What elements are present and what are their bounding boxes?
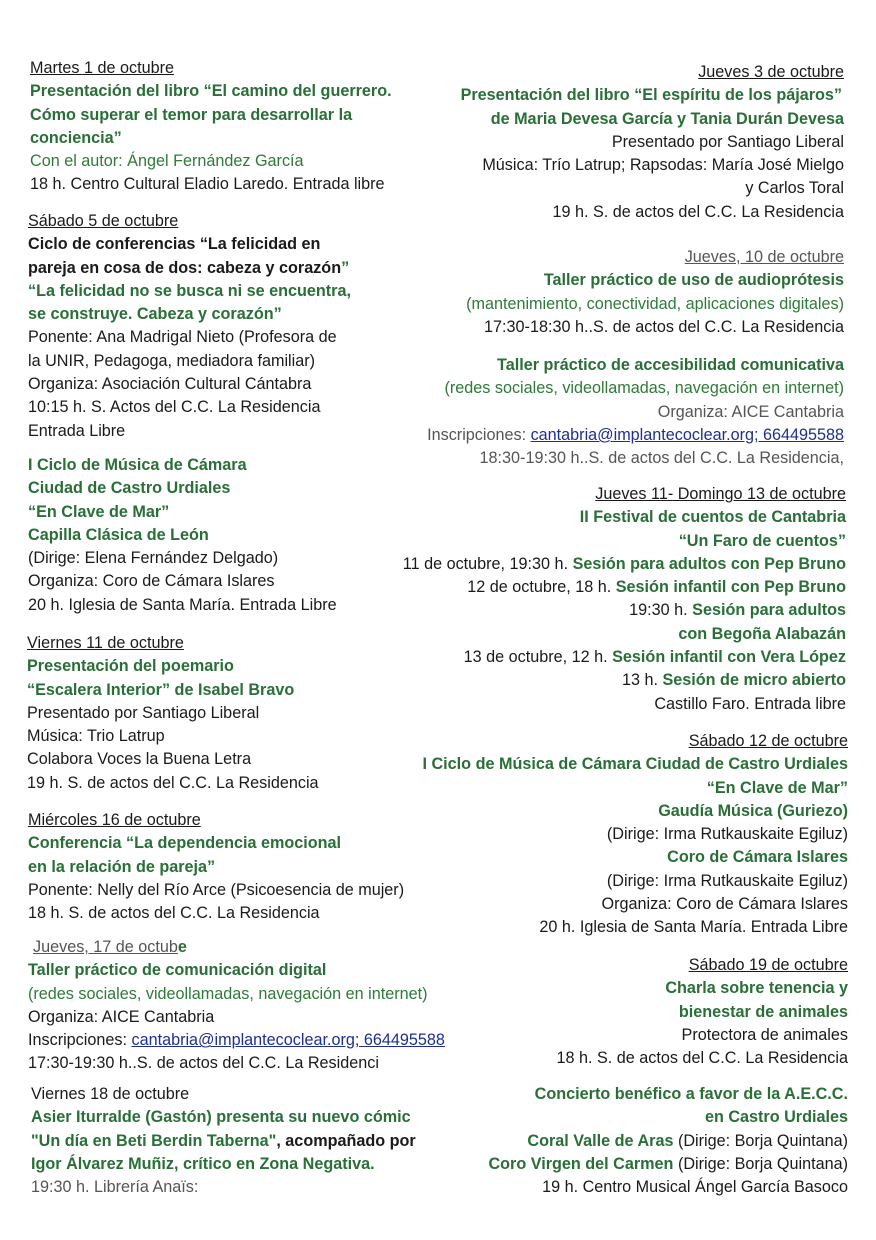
event-date: Jueves 3 de octubre [698, 63, 844, 81]
event-speaker: la UNIR, Pedagoga, mediadora familiar) [28, 351, 316, 370]
event-title: “Un Faro de cuentos” [678, 531, 846, 550]
event-organizer: Protectora de animales [681, 1025, 848, 1044]
event-title: Taller práctico de comunicación digital [28, 961, 327, 980]
event-info: 17:30-18:30 h..S. de actos del C.C. La Residencia [484, 317, 844, 336]
event-jueves-10 [466, 246, 844, 339]
event-info: 19 h. Centro Musical Ángel García Basoco [542, 1178, 848, 1197]
event-martes-1 [30, 57, 392, 197]
event-title: I Ciclo de Música de Cámara Ciudad de Castro Urdiales [422, 755, 848, 774]
session-title: Sesión infantil con Pep Bruno [615, 578, 846, 597]
event-title: en Castro Urdiales [704, 1108, 848, 1127]
event-date: Jueves 11- Domingo 13 de octubre [595, 485, 846, 503]
event-organizer: Organiza: Coro de Cámara Islares [28, 572, 275, 591]
event-subtitle: (redes sociales, videollamadas, navegación en internet) [444, 379, 844, 398]
event-title: Taller práctico de uso de audioprótesis [543, 271, 844, 290]
event-title: Taller práctico de accesibilidad comunicativa [497, 356, 844, 374]
registration-link[interactable]: cantabria@implantecoclear.org; 664495588 [131, 1031, 445, 1050]
event-date: Viernes 11 de octubre [27, 634, 184, 652]
event-sabado-19 [556, 954, 848, 1070]
event-title: , acompañado por [276, 1131, 416, 1150]
session-time: 19:30 h. [629, 601, 693, 620]
event-info: 19:30 h. Librería Anaïs: [31, 1178, 199, 1197]
event-title: Capilla Clásica de León [28, 525, 209, 544]
event-title: “Escalera Interior” de Isabel Bravo [27, 680, 295, 699]
event-info: 19 h. S. de actos del C.C. La Residencia [27, 773, 319, 792]
event-info: Música: Trío Latrup; Rapsodas: María José Mielgo [482, 156, 844, 175]
session-title: Sesión de micro abierto [662, 671, 846, 690]
session-title: Sesión para adultos con Pep Bruno [572, 554, 846, 573]
event-title: Concierto benéfico a favor de la A.E.C.C. [534, 1085, 848, 1103]
event-author: Con el autor: Ángel Fernández García [30, 152, 304, 171]
event-title: Presentación del poemario [27, 657, 234, 676]
event-info: 20 h. Iglesia de Santa María. Entrada Libre [539, 918, 848, 937]
choir-name: Coral Valle de Aras [527, 1131, 674, 1150]
event-title: Presentación del libro “El espíritu de los pájaros” [460, 86, 842, 105]
event-info: Música: Trio Latrup [27, 727, 165, 746]
event-info: (Dirige: Irma Rutkauskaite Egiluz) [606, 825, 848, 844]
event-title: “En Clave de Mar” [706, 778, 848, 797]
event-info: 19 h. S. de actos del C.C. La Residencia [552, 202, 844, 221]
event-title: Gaudía Música (Guriezo) [658, 801, 848, 820]
event-title: II Festival de cuentos de Cantabria [579, 508, 846, 527]
event-title: “En Clave de Mar” [28, 502, 170, 521]
session-time: 13 h. [621, 671, 663, 690]
event-info: 18 h. S. de actos del C.C. La Residencia [556, 1049, 848, 1068]
event-miercoles-16 [28, 809, 404, 925]
event-date: Jueves, 10 de octubre [684, 248, 844, 266]
event-info: Entrada Libre [28, 421, 126, 440]
event-festival-cuentos [403, 483, 846, 716]
registration-label: Inscripciones: [28, 1031, 132, 1050]
event-date: Martes 1 de octubre [30, 59, 174, 77]
session-time: 12 de octubre, 18 h. [467, 578, 616, 597]
event-date: Viernes 18 de octubre [31, 1085, 190, 1103]
event-subtitle: (redes sociales, videollamadas, navegación en internet) [28, 984, 428, 1003]
event-title: Igor Álvarez Muñiz, crítico en Zona Negativa. [31, 1154, 375, 1173]
event-info: (Dirige: Elena Fernández Delgado) [28, 549, 279, 568]
event-date: Jueves, 17 de octub [33, 938, 178, 956]
event-info: Castillo Faro. Entrada libre [654, 694, 846, 713]
event-info: Presentado por Santiago Liberal [611, 132, 844, 151]
event-info: 20 h. Iglesia de Santa María. Entrada Libre [28, 595, 337, 614]
choir-director: (Dirige: Borja Quintana) [673, 1131, 848, 1150]
choir-name: Coro Virgen del Carmen [488, 1154, 674, 1173]
event-info: 18:30-19:30 h..S. de actos del C.C. La Residencia, [479, 449, 844, 468]
event-date: Sábado 5 de octubre [28, 212, 179, 230]
event-subtitle: (mantenimiento, conectividad, aplicaciones digitales) [466, 294, 844, 313]
event-title: Coro de Cámara Islares [667, 848, 848, 867]
event-title: de Maria Devesa García y Tania Durán Devesa [490, 109, 844, 128]
event-organizer: Organiza: Asociación Cultural Cántabra [28, 375, 312, 394]
event-info: Presentado por Santiago Liberal [27, 703, 260, 722]
event-taller-accesibilidad [427, 354, 844, 470]
event-title: Cómo superar el temor para desarrollar la [30, 105, 353, 124]
choir-director: (Dirige: Borja Quintana) [673, 1154, 848, 1173]
session-time: 13 de octubre, 12 h. [463, 648, 613, 667]
event-info: 18 h. S. de actos del C.C. La Residencia [28, 904, 320, 923]
event-title: conciencia” [30, 128, 122, 147]
event-info: (Dirige: Irma Rutkauskaite Egiluz) [606, 871, 848, 890]
session-time: 11 de octubre, 19:30 h. [402, 554, 573, 573]
event-title: en la relación de pareja” [28, 857, 216, 876]
event-info: 10:15 h. S. Actos del C.C. La Residencia [28, 398, 321, 417]
event-date: e [177, 938, 187, 956]
registration-label: Inscripciones: [427, 425, 531, 444]
event-viernes-18 [31, 1083, 416, 1199]
session-title: Sesión para adultos [692, 601, 846, 620]
session-title: con Begoña Alabazán [678, 624, 846, 643]
event-info: 17:30-19:30 h..S. de actos del C.C. La Residenci [28, 1054, 379, 1073]
event-speaker: Ponente: Nelly del Río Arce (Psicoesencia de mujer) [28, 880, 405, 899]
event-subtitle: “La felicidad no se busca ni se encuentra, [28, 281, 351, 300]
event-speaker: Ponente: Ana Madrigal Nieto (Profesora de [28, 328, 337, 347]
event-title: Charla sobre tenencia y [665, 979, 848, 998]
event-info: Colabora Voces la Buena Letra [27, 750, 252, 769]
event-date: Miércoles 16 de octubre [28, 811, 201, 829]
event-title: ” [341, 258, 350, 277]
event-ciclo-musica-leon [28, 454, 337, 617]
event-jueves-3 [461, 61, 844, 224]
event-info: 18 h. Centro Cultural Eladio Laredo. Entrada libre [30, 175, 385, 194]
event-organizer: Organiza: AICE Cantabria [657, 402, 844, 421]
event-concierto-benefico [488, 1083, 848, 1199]
registration-link[interactable]: cantabria@implantecoclear.org; 664495588 [530, 425, 844, 444]
event-sabado-5 [28, 210, 351, 443]
event-title: Asier Iturralde (Gastón) presenta su nuevo cómic [31, 1108, 411, 1127]
event-subtitle: se construye. Cabeza y corazón” [28, 305, 282, 324]
event-organizer: Organiza: Coro de Cámara Islares [601, 895, 848, 914]
event-date: Sábado 12 de octubre [688, 732, 848, 750]
session-title: Sesión infantil con Vera López [612, 648, 846, 667]
event-viernes-11 [27, 632, 319, 795]
event-organizer: Organiza: AICE Cantabria [28, 1007, 215, 1026]
event-date: Sábado 19 de octubre [688, 956, 848, 974]
event-title: bienestar de animales [678, 1002, 848, 1021]
event-jueves-17 [28, 936, 445, 1076]
event-title: Ciclo de conferencias “La felicidad en [28, 235, 321, 254]
event-info: y Carlos Toral [745, 179, 844, 198]
event-title: pareja en cosa de dos: cabeza y corazón [28, 258, 342, 277]
event-title: Presentación del libro “El camino del guerrero. [30, 82, 392, 101]
event-title: "Un día en Beti Berdin Taberna" [31, 1131, 277, 1150]
event-title: I Ciclo de Música de Cámara [28, 456, 247, 474]
event-sabado-12 [423, 730, 849, 940]
event-title: Conferencia “La dependencia emocional [28, 834, 342, 853]
event-title: Ciudad de Castro Urdiales [28, 479, 231, 498]
